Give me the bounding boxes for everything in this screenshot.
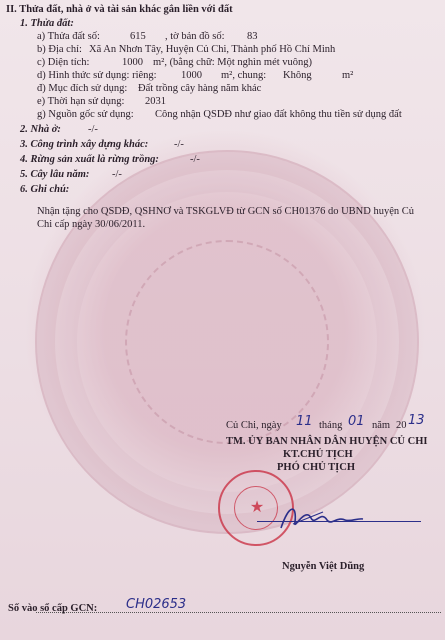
address-label: b) Địa chỉ:	[37, 44, 82, 55]
parcel-number-label: a) Thửa đất số:	[37, 31, 100, 42]
section-title: II. Thửa đất, nhà ở và tài sản khác gắn liền với đất	[6, 4, 233, 15]
forest-heading: 4. Rừng sản xuất là rừng trồng:	[20, 154, 159, 165]
seal-emblem	[234, 486, 278, 530]
map-sheet-value: 83	[247, 31, 258, 42]
area-unit-words: m², (bằng chữ: Một nghìn mét vuông)	[153, 57, 313, 68]
signing-role: PHÓ CHỦ TỊCH	[277, 462, 355, 473]
date-year-prefix: 20	[396, 420, 407, 431]
date-prefix: Củ Chi, ngày	[226, 420, 282, 431]
trees-heading: 5. Cây lâu năm:	[20, 169, 90, 180]
origin-label: g) Nguồn gốc sử dụng:	[37, 109, 134, 120]
date-month: 01	[348, 414, 365, 429]
date-day: 11	[296, 414, 313, 429]
signer-name: Nguyễn Việt Dũng	[282, 561, 365, 572]
date-month-label: tháng	[319, 420, 343, 431]
notes-line-1: Nhận tặng cho QSDĐ, QSHNƠ và TSKGLVĐ từ GCN số CH01376 do UBND huyện Củ	[37, 206, 414, 217]
duration-value: 2031	[145, 96, 166, 107]
date-year-label: năm	[372, 420, 391, 431]
notes-heading: 6. Ghi chú:	[20, 184, 70, 195]
purpose-label: đ) Mục đích sử dụng:	[37, 83, 128, 94]
signature-mark	[275, 500, 365, 536]
signing-kt: KT.CHỦ TỊCH	[283, 449, 353, 460]
purpose-value: Đất trồng cây hàng năm khác	[138, 83, 262, 94]
area-label: c) Diện tích:	[37, 57, 90, 68]
notes-line-2: Chi cấp ngày 30/06/2011.	[37, 219, 146, 230]
usage-shared-label: m², chung:	[221, 70, 267, 81]
date-year-suffix: 13	[408, 413, 425, 428]
construction-value: -/-	[174, 139, 184, 150]
land-heading: 1. Thửa đất:	[20, 18, 74, 29]
parcel-number-value: 615	[130, 31, 146, 42]
register-dotted-line	[36, 612, 441, 613]
forest-value: -/-	[190, 154, 200, 165]
duration-label: e) Thời hạn sử dụng:	[37, 96, 125, 107]
signing-organization: TM. ỦY BAN NHÂN DÂN HUYỆN CỦ CHI	[226, 436, 428, 447]
trees-value: -/-	[112, 169, 122, 180]
house-value: -/-	[88, 124, 98, 135]
construction-heading: 3. Công trình xây dựng khác:	[20, 139, 149, 150]
usage-private-value: 1000	[181, 70, 202, 81]
signature-underline	[257, 521, 421, 522]
seal-star-icon: ★	[249, 497, 265, 516]
area-value: 1000	[122, 57, 143, 68]
usage-shared-value: Không	[283, 70, 312, 81]
usage-shared-unit: m²	[342, 70, 354, 81]
register-label: Số vào sổ cấp GCN:	[8, 603, 98, 614]
house-heading: 2. Nhà ở:	[20, 124, 61, 135]
address-value: Xã An Nhơn Tây, Huyện Củ Chi, Thành phố Hồ Chí Minh	[89, 44, 336, 55]
origin-value: Công nhận QSDĐ như giao đất không thu tiền sử dụng đất	[155, 109, 402, 120]
map-sheet-label: , tờ bản đồ số:	[165, 31, 225, 42]
register-value: CH02653	[126, 597, 187, 612]
usage-form-label: d) Hình thức sử dụng: riêng:	[37, 70, 157, 81]
